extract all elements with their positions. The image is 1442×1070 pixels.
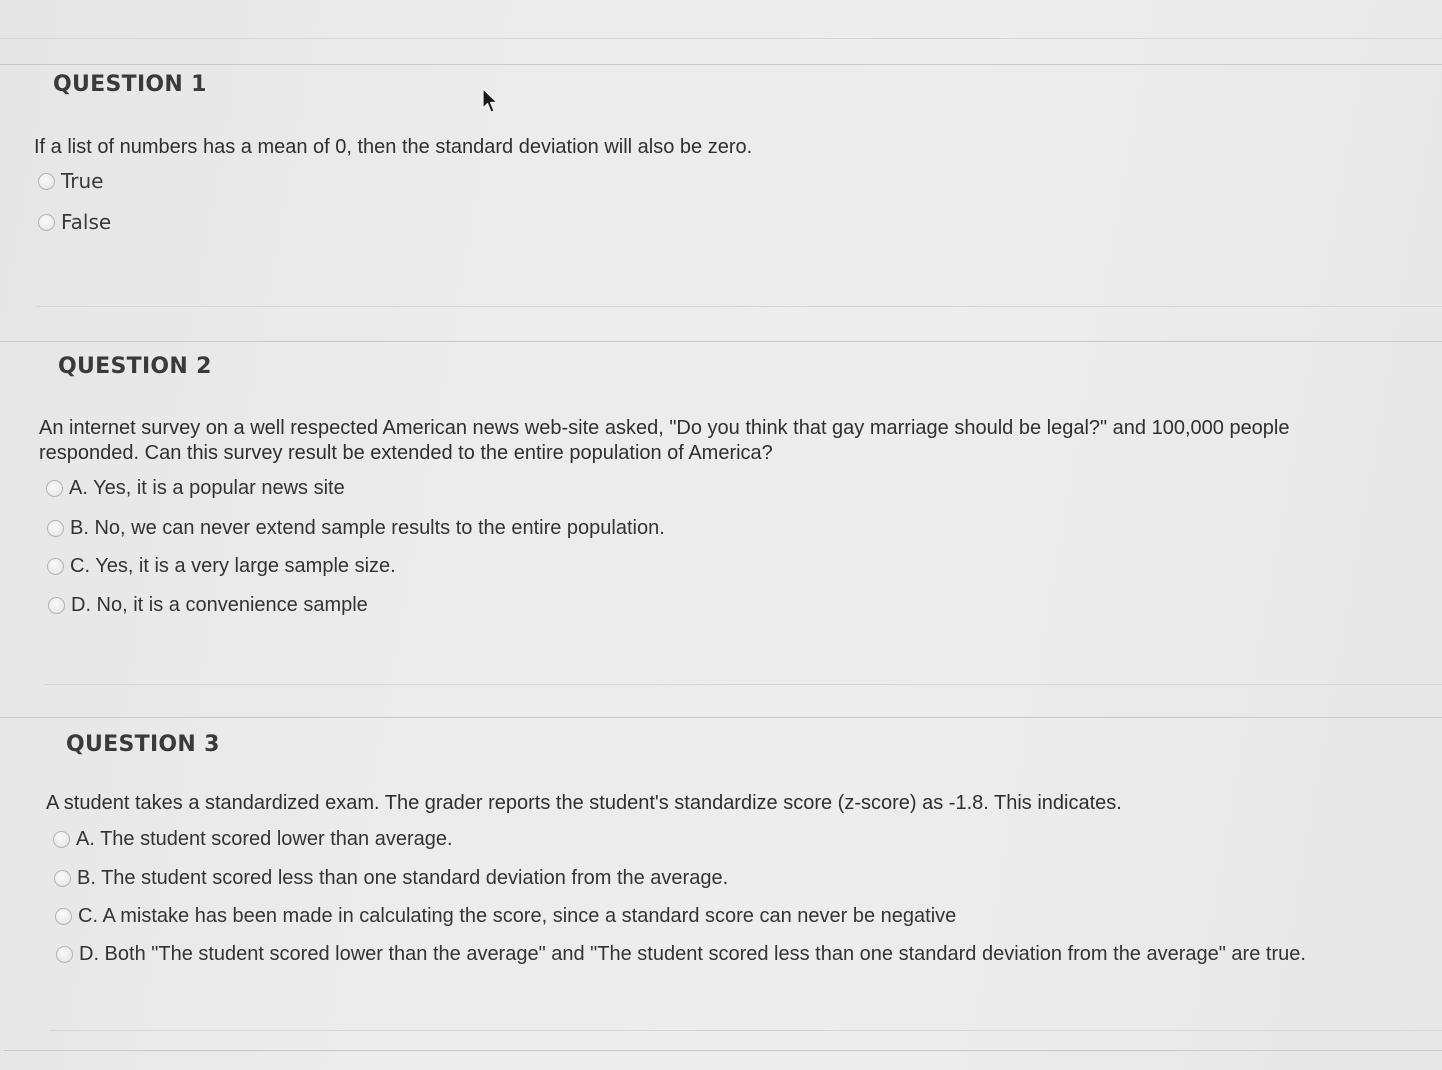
option-label: A. Yes, it is a popular news site	[69, 477, 345, 499]
question-1-option-false[interactable]	[38, 210, 111, 234]
mouse-pointer-icon	[482, 88, 500, 114]
option-label: D. Both "The student scored lower than the average" and "The student scored less than one standard deviation from the average" are true.	[79, 943, 1306, 965]
question-3-top-divider	[0, 717, 1442, 718]
question-1-bottom-divider	[36, 306, 1442, 307]
radio-button-icon[interactable]	[53, 831, 70, 848]
question-2-option-d[interactable]	[48, 594, 368, 617]
radio-button-icon[interactable]	[38, 214, 55, 231]
question-3-bottom-divider	[50, 1030, 1442, 1031]
radio-button-icon[interactable]	[47, 558, 64, 575]
option-label: C. A mistake has been made in calculating the score, since a standard score can never be negative	[78, 905, 957, 927]
option-label: D. No, it is a convenience sample	[71, 594, 368, 616]
question-2-option-c[interactable]	[47, 555, 396, 578]
question-2-option-a[interactable]	[46, 477, 345, 500]
question-3-prompt: A student takes a standardized exam. The grader reports the student's standardize score (z-score) as -1.8. This indicates.	[46, 792, 1122, 814]
radio-button-icon[interactable]	[56, 946, 73, 963]
radio-button-icon[interactable]	[46, 480, 63, 497]
question-3-option-d[interactable]	[56, 943, 1306, 966]
radio-button-icon[interactable]	[47, 520, 64, 537]
top-divider	[0, 38, 1442, 39]
question-1-title: QUESTION 1	[53, 72, 207, 97]
option-label: B. The student scored less than one standard deviation from the average.	[77, 867, 729, 889]
question-2-top-divider	[0, 341, 1442, 342]
question-1-option-true[interactable]	[38, 169, 103, 193]
question-3-option-c[interactable]	[55, 905, 956, 928]
radio-button-icon[interactable]	[54, 870, 71, 887]
radio-button-icon[interactable]	[38, 173, 55, 190]
question-2-bottom-divider	[44, 684, 1442, 685]
question-1-top-divider	[0, 64, 1442, 65]
question-2-title: QUESTION 2	[58, 354, 212, 379]
question-3-option-a[interactable]	[53, 828, 453, 851]
question-2-prompt: An internet survey on a well respected American news web-site asked, "Do you think that gay marriage should be legal?" and 100,000 people responded. Can this survey result be extended to the entire population of America?	[39, 417, 1290, 464]
page-bottom-divider	[4, 1050, 1442, 1051]
question-1-prompt: If a list of numbers has a mean of 0, then the standard deviation will also be zero.	[34, 136, 753, 158]
option-label: C. Yes, it is a very large sample size.	[70, 555, 396, 577]
option-label: False	[61, 210, 112, 234]
option-label: A. The student scored lower than average.	[76, 828, 453, 850]
radio-button-icon[interactable]	[48, 597, 65, 614]
option-label: True	[61, 169, 104, 193]
question-3-title: QUESTION 3	[66, 732, 220, 757]
question-3-option-b[interactable]	[54, 867, 728, 890]
option-label: B. No, we can never extend sample results to the entire population.	[70, 517, 665, 539]
radio-button-icon[interactable]	[55, 908, 72, 925]
question-2-option-b[interactable]	[47, 517, 665, 540]
